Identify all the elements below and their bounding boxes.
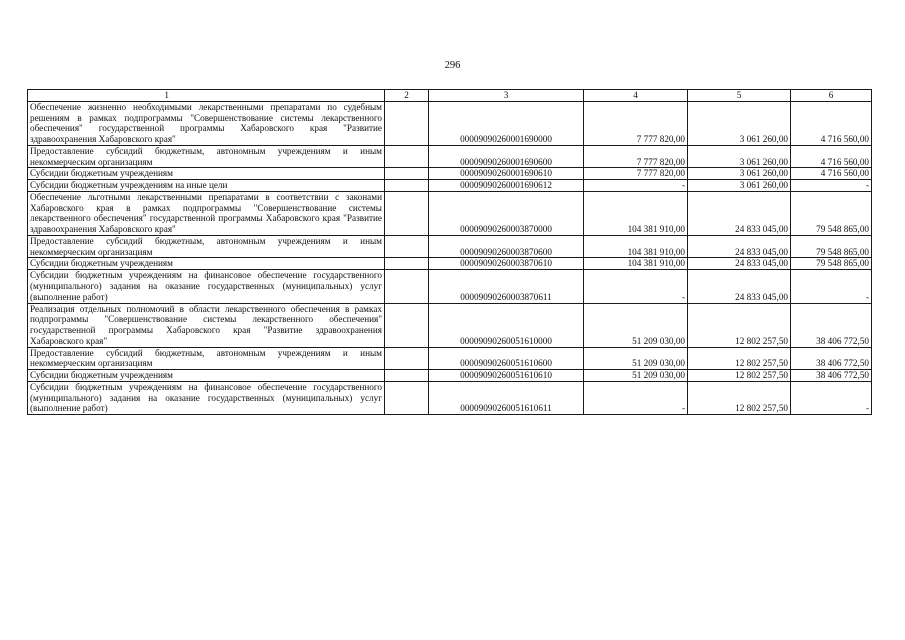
budget-table	[27, 89, 872, 415]
column-header: 4	[584, 90, 688, 102]
row-value-col6: 4 716 560,00	[791, 145, 872, 168]
table-row	[28, 370, 872, 382]
row-description: Субсидии бюджетным учреждениям	[28, 258, 385, 270]
table-row	[28, 168, 872, 180]
row-col2	[385, 347, 429, 370]
row-description: Субсидии бюджетным учреждениям на финансовое обеспечение государственного (муниципального) задания на оказание государственных (муниципальных) услуг (выполнение работ)	[28, 381, 385, 414]
table-row	[28, 381, 872, 414]
row-value-col5: 24 833 045,00	[688, 191, 791, 235]
row-code: 00009090260001690610	[429, 168, 584, 180]
row-value-col6: -	[791, 180, 872, 192]
row-code: 00009090260001690000	[429, 101, 584, 145]
row-value-col4: 7 777 820,00	[584, 145, 688, 168]
row-value-col5: 3 061 260,00	[688, 101, 791, 145]
row-value-col5: 12 802 257,50	[688, 303, 791, 347]
table-row	[28, 347, 872, 370]
row-col2	[385, 381, 429, 414]
row-value-col5: 12 802 257,50	[688, 381, 791, 414]
column-header: 5	[688, 90, 791, 102]
row-value-col4: 7 777 820,00	[584, 101, 688, 145]
row-description: Предоставление субсидий бюджетным, автономным учреждениям и иным некоммерческим организациям	[28, 235, 385, 258]
row-value-col5: 3 061 260,00	[688, 180, 791, 192]
column-header: 6	[791, 90, 872, 102]
row-col2	[385, 270, 429, 303]
table-row	[28, 235, 872, 258]
row-col2	[385, 370, 429, 382]
table-header-row	[28, 90, 872, 102]
row-description: Предоставление субсидий бюджетным, автономным учреждениям и иным некоммерческим организациям	[28, 145, 385, 168]
row-value-col6: 38 406 772,50	[791, 370, 872, 382]
row-code: 00009090260003870000	[429, 191, 584, 235]
row-value-col4: 104 381 910,00	[584, 258, 688, 270]
row-col2	[385, 180, 429, 192]
table-row	[28, 270, 872, 303]
row-value-col4: -	[584, 180, 688, 192]
row-code: 00009090260001690612	[429, 180, 584, 192]
row-value-col4: 104 381 910,00	[584, 235, 688, 258]
row-col2	[385, 101, 429, 145]
row-description: Обеспечение жизненно необходимыми лекарственными препаратами по судебным решениям в рамках подпрограммы "Совершенствование системы лекарственного обеспечения" государственной программы Хабаровского края "Развитие здравоохранения Хабаровского края"	[28, 101, 385, 145]
column-header: 1	[28, 90, 385, 102]
row-description: Субсидии бюджетным учреждениям на иные цели	[28, 180, 385, 192]
table-row	[28, 101, 872, 145]
row-code: 00009090260003870600	[429, 235, 584, 258]
row-value-col4: -	[584, 270, 688, 303]
row-value-col4: 51 209 030,00	[584, 347, 688, 370]
row-code: 00009090260003870610	[429, 258, 584, 270]
row-col2	[385, 258, 429, 270]
row-value-col5: 3 061 260,00	[688, 168, 791, 180]
row-value-col5: 12 802 257,50	[688, 347, 791, 370]
row-value-col6: 38 406 772,50	[791, 303, 872, 347]
row-code: 00009090260051610610	[429, 370, 584, 382]
table-row	[28, 191, 872, 235]
row-description: Предоставление субсидий бюджетным, автономным учреждениям и иным некоммерческим организациям	[28, 347, 385, 370]
row-value-col6: -	[791, 381, 872, 414]
row-col2	[385, 303, 429, 347]
row-description: Субсидии бюджетным учреждениям	[28, 168, 385, 180]
column-header: 3	[429, 90, 584, 102]
row-value-col6: 79 548 865,00	[791, 235, 872, 258]
row-value-col4: 7 777 820,00	[584, 168, 688, 180]
row-code: 00009090260001690600	[429, 145, 584, 168]
table-row	[28, 303, 872, 347]
row-description: Реализация отдельных полномочий в области лекарственного обеспечения в рамках подпрограммы "Совершенствование системы лекарственного обеспечения" государственной программы Хабаровского края "Развитие здравоохранения Хабаровского края"	[28, 303, 385, 347]
table-row	[28, 145, 872, 168]
row-code: 00009090260051610611	[429, 381, 584, 414]
row-description: Субсидии бюджетным учреждениям на финансовое обеспечение государственного (муниципального) задания на оказание государственных (муниципальных) услуг (выполнение работ)	[28, 270, 385, 303]
row-value-col5: 24 833 045,00	[688, 235, 791, 258]
row-value-col6: 4 716 560,00	[791, 101, 872, 145]
row-value-col6: -	[791, 270, 872, 303]
row-value-col6: 79 548 865,00	[791, 258, 872, 270]
row-code: 00009090260051610600	[429, 347, 584, 370]
row-code: 00009090260051610000	[429, 303, 584, 347]
row-code: 00009090260003870611	[429, 270, 584, 303]
row-value-col5: 24 833 045,00	[688, 270, 791, 303]
row-description: Субсидии бюджетным учреждениям	[28, 370, 385, 382]
row-value-col6: 79 548 865,00	[791, 191, 872, 235]
row-value-col6: 4 716 560,00	[791, 168, 872, 180]
row-value-col5: 24 833 045,00	[688, 258, 791, 270]
row-col2	[385, 235, 429, 258]
row-value-col5: 3 061 260,00	[688, 145, 791, 168]
row-value-col4: 104 381 910,00	[584, 191, 688, 235]
row-value-col4: 51 209 030,00	[584, 370, 688, 382]
row-value-col6: 38 406 772,50	[791, 347, 872, 370]
table-row	[28, 180, 872, 192]
column-header: 2	[385, 90, 429, 102]
row-value-col4: -	[584, 381, 688, 414]
page-number: 296	[444, 60, 461, 71]
row-col2	[385, 145, 429, 168]
row-col2	[385, 168, 429, 180]
row-value-col5: 12 802 257,50	[688, 370, 791, 382]
table-row	[28, 258, 872, 270]
row-col2	[385, 191, 429, 235]
row-description: Обеспечение льготными лекарственными препаратами в соответствии с законами Хабаровского края в рамках подпрограммы "Совершенствование системы лекарственного обеспечения" государственной программы Хабаровского края "Развитие здравоохранения Хабаровского края"	[28, 191, 385, 235]
row-value-col4: 51 209 030,00	[584, 303, 688, 347]
